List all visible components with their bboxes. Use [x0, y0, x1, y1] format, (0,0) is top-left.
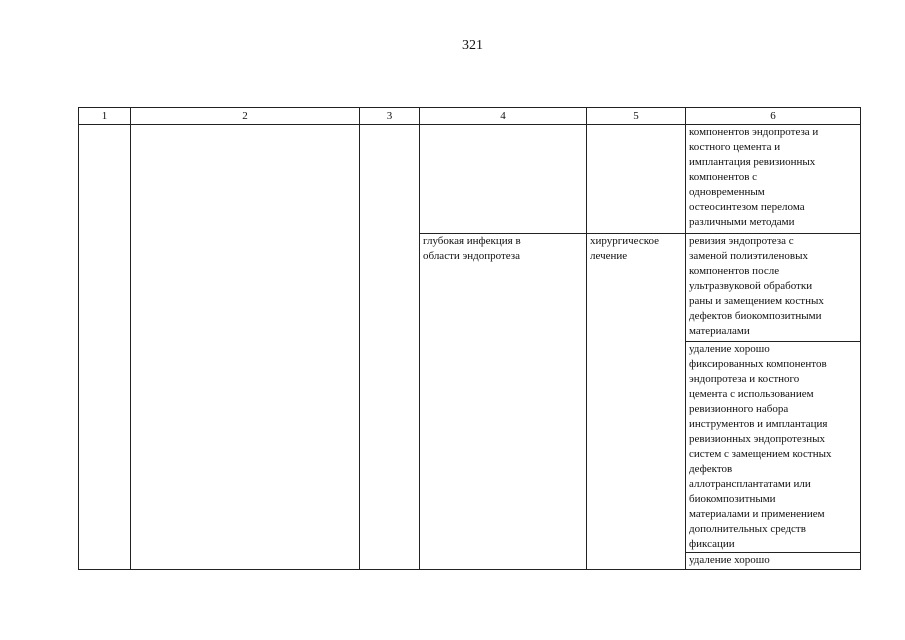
- cell-row3-col6: удаление хорошо фиксированных компонентов эндопротеза и костного цемента с использованием ревизионного набора инструментов и имплантация ревизионных эндопротезных систем с замещением костных дефектов аллотрансплантатами или биокомпозитными материалами и применением дополнительных средств фиксации: [686, 342, 861, 553]
- column-header-2: 2: [131, 108, 360, 125]
- cell-col2: [131, 125, 360, 570]
- cell-row3-col5: [587, 342, 686, 553]
- column-header-3: 3: [360, 108, 420, 125]
- cell-row2-col5: хирургическое лечение: [587, 234, 686, 342]
- treatment-table: [78, 107, 861, 570]
- cell-row2-col4: глубокая инфекция в области эндопротеза: [420, 234, 587, 342]
- cell-row1-col5: [587, 125, 686, 234]
- column-header-5: 5: [587, 108, 686, 125]
- cell-row4-col5: [587, 553, 686, 570]
- cell-row4-col6: удаление хорошо: [686, 553, 861, 570]
- cell-row1-col4: [420, 125, 587, 234]
- table-row: [79, 125, 861, 234]
- page-number: 321: [462, 38, 483, 53]
- cell-row3-col4: [420, 342, 587, 553]
- cell-col3: [360, 125, 420, 570]
- column-header-6: 6: [686, 108, 861, 125]
- table-header-row: [79, 108, 861, 125]
- cell-row4-col4: [420, 553, 587, 570]
- cell-row1-col6: компонентов эндопротеза и костного цемента и имплантация ревизионных компонентов с одновременным остеосинтезом перелома различными методами: [686, 125, 861, 234]
- column-header-4: 4: [420, 108, 587, 125]
- cell-row2-col6: ревизия эндопротеза с заменой полиэтиленовых компонентов после ультразвуковой обработки раны и замещением костных дефектов биокомпозитными материалами: [686, 234, 861, 342]
- column-header-1: 1: [79, 108, 131, 125]
- cell-col1: [79, 125, 131, 570]
